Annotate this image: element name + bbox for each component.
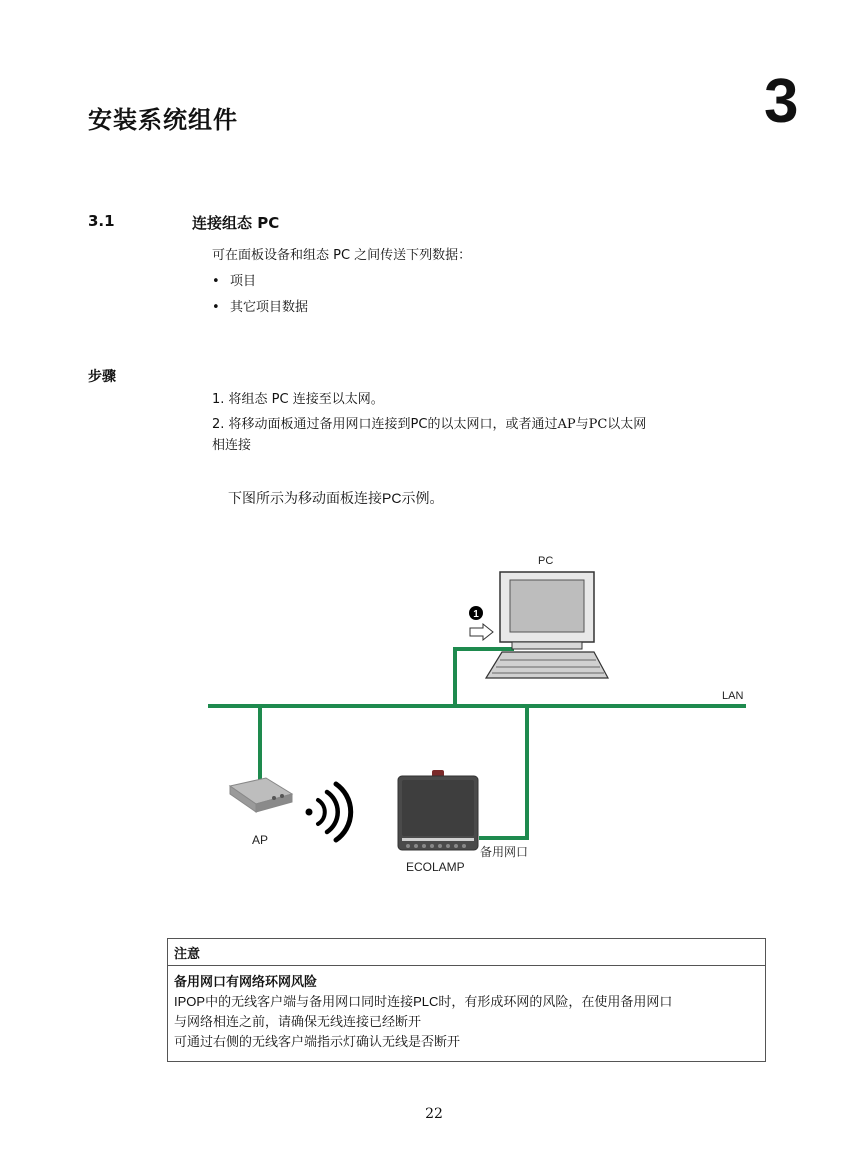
notice-title: 备用网口有网络环网风险 <box>174 974 318 989</box>
callout-number: 1 <box>473 609 479 620</box>
access-point-icon <box>230 778 292 812</box>
notice-line-3: 可通过右侧的无线客户端指示灯确认无线是否断开 <box>174 1034 461 1049</box>
figure-caption: 下图所示为移动面板连接PC示例。 <box>228 490 444 506</box>
panel-label: ECOLAMP <box>406 860 465 874</box>
wifi-signal-icon <box>306 784 351 840</box>
ecolamp-panel-icon <box>398 770 478 850</box>
list-item-label: 其它项目数据 <box>230 300 309 315</box>
notice-heading: 注意 <box>168 939 765 966</box>
step-2-part-b: 的以太网口，或者通过AP与PC以太网 <box>427 417 647 432</box>
chapter-title: 安装系统组件 <box>88 106 238 134</box>
step-2 <box>212 414 732 456</box>
list-item <box>212 270 256 289</box>
notice-line-2: 与网络相连之前，请确保无线连接已经断开 <box>174 1014 422 1029</box>
intro-text: 可在面板设备和组态 PC 之间传送下列数据： <box>212 248 472 263</box>
pc-label: PC <box>538 555 554 567</box>
bullet-icon: • <box>212 274 220 289</box>
notice-body <box>168 966 765 1058</box>
list-item-label: 项目 <box>230 274 257 289</box>
section-number: 3.1 <box>88 212 115 230</box>
pc-icon <box>486 572 608 678</box>
arrow-icon <box>470 624 493 640</box>
step-2-part-a: 2. 将移动面板通过备用网口连接到PC <box>212 417 428 432</box>
step-2-part-c: 相连接 <box>212 438 252 453</box>
bullet-icon: • <box>212 300 220 315</box>
steps-heading: 步骤 <box>88 369 116 385</box>
panel-cable <box>479 706 527 838</box>
list-item <box>212 296 308 315</box>
notice-line-1: IPOP中的无线客户端与备用网口同时连接PLC时，有形成环网的风险，在使用备用网口 <box>174 994 673 1009</box>
lan-label: LAN <box>722 690 744 702</box>
notice-box <box>167 938 766 1062</box>
chapter-number: 3 <box>764 67 799 136</box>
page-number: 22 <box>425 1106 443 1122</box>
section-title: 连接组态 PC <box>192 214 280 232</box>
port-label: 备用网口 <box>480 845 529 859</box>
network-diagram <box>196 546 756 886</box>
step-1: 1. 将组态 PC 连接至以太网。 <box>212 392 384 407</box>
ap-label: AP <box>252 833 269 847</box>
